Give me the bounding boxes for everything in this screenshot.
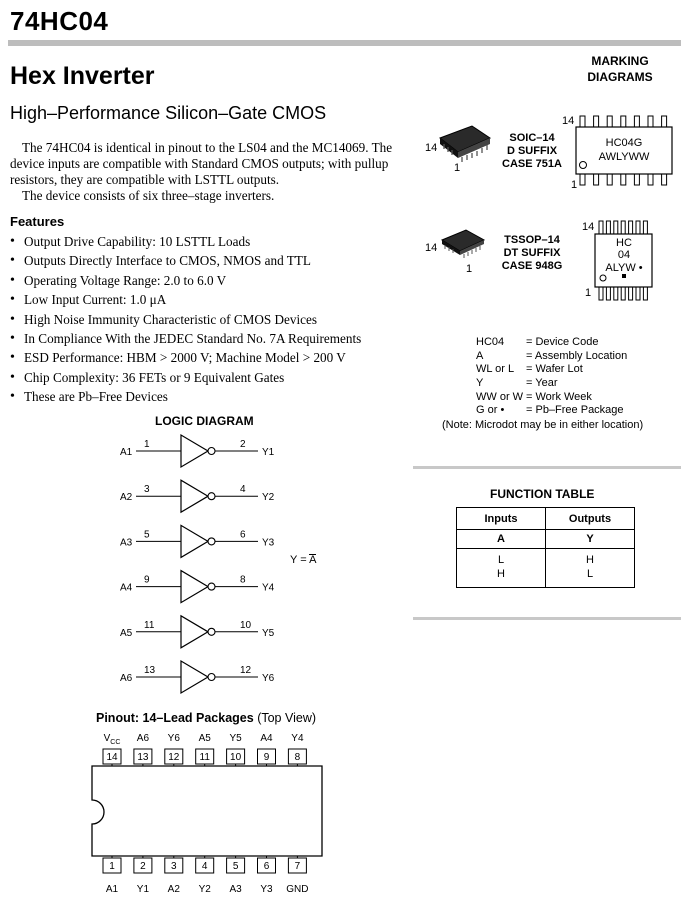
- package-pin: [621, 116, 626, 127]
- pin-label: A1: [105, 884, 119, 895]
- legend-key: A: [476, 349, 484, 362]
- package-pin: [606, 221, 610, 234]
- gate-output-pin: 8: [240, 574, 246, 586]
- pin-label: A5: [198, 733, 211, 744]
- gate-output-label: Y2: [262, 492, 275, 504]
- function-table-header: Outputs: [546, 508, 635, 530]
- pin-number: 3: [171, 861, 177, 872]
- package-pin: [594, 116, 599, 127]
- package-pin: [634, 174, 639, 185]
- package-pin: [580, 116, 585, 127]
- legend-key: WL or L: [476, 363, 515, 376]
- inverter-bubble: [208, 538, 215, 545]
- tssop-package-image: [422, 224, 502, 280]
- package-pin: [621, 174, 626, 185]
- function-table-cell: [457, 549, 546, 588]
- inverter-bubble: [208, 448, 215, 455]
- marking-legend: [476, 336, 627, 418]
- package-pin: [643, 221, 647, 234]
- gate-output-pin: 10: [240, 619, 252, 631]
- pin-label: Y5: [229, 733, 242, 744]
- legend-key: G or •: [476, 404, 505, 417]
- pin-number: 11: [199, 752, 210, 763]
- inverter-triangle: [181, 616, 208, 648]
- package-pin: [648, 116, 653, 127]
- gate-input-label: A1: [120, 447, 133, 458]
- gate-output-pin: 4: [240, 484, 246, 496]
- section-rule: [413, 466, 681, 469]
- function-table-value: L: [586, 568, 594, 580]
- pin-label-sub: CC: [110, 739, 121, 746]
- function-table-subheader: Y: [546, 530, 635, 549]
- marking-title-line: DIAGRAMS: [587, 70, 653, 84]
- pin-label: A3: [229, 884, 242, 895]
- marking-line: 04: [617, 249, 631, 261]
- legend-key: HC04: [476, 336, 505, 348]
- feature-item: • These are Pb–Free Devices: [10, 387, 405, 406]
- marking-pin-high: 14: [582, 221, 595, 233]
- gate-input-label: A2: [120, 492, 133, 504]
- inverter-gate: [120, 435, 275, 467]
- marking-line: ALYW •: [605, 262, 643, 274]
- soic-pin-low: 1: [454, 162, 461, 174]
- package-case: CASE 751A: [502, 158, 562, 170]
- legend-value: = Work Week: [526, 390, 592, 403]
- gate-output-label: Y1: [262, 447, 275, 458]
- tssop-marking-diagram: [580, 216, 660, 302]
- pin-number: 10: [230, 752, 242, 763]
- package-pin: [599, 287, 603, 300]
- pin-bottom: [286, 856, 308, 895]
- inverter-gate: [120, 480, 275, 512]
- inverter-bubble: [208, 493, 215, 500]
- description-paragraph: The 74HC04 is identical in pinout to the LS04 and the MC14069. The device inputs are compatible with Standard CMOS outputs; with pullup resistors, they are compatible with LSTTL outputs.: [10, 140, 393, 187]
- package-pin: [621, 287, 625, 300]
- function-table-header-row: [457, 508, 635, 530]
- function-table-cell: [546, 549, 635, 588]
- inverter-gate: [120, 661, 275, 693]
- logic-diagram-title: LOGIC DIAGRAM: [155, 414, 254, 428]
- gate-output-label: Y6: [262, 673, 275, 684]
- marking-note: (Note: Microdot may be in either location): [442, 419, 644, 431]
- legend-row: [476, 336, 627, 350]
- pin-top: [165, 733, 183, 766]
- pin-label: Y1: [136, 884, 150, 895]
- pin-number: 2: [140, 861, 146, 872]
- pin-label: Y2: [198, 884, 211, 895]
- gate-input-label: A5: [120, 627, 133, 639]
- marking-line: AWLYWW: [598, 151, 650, 163]
- package-pin: [636, 221, 640, 234]
- pinout-title-normal: (Top View): [257, 711, 317, 725]
- legend-row: [476, 391, 627, 405]
- pin-top: [196, 733, 214, 766]
- function-table-header: Inputs: [457, 508, 546, 530]
- feature-item: • Low Input Current: 1.0 μA: [10, 290, 405, 309]
- pin-number: 8: [294, 752, 301, 763]
- package-name: SOIC–14: [509, 132, 555, 144]
- function-table-subheader: A: [457, 530, 546, 549]
- pin-number: 1: [109, 861, 115, 872]
- feature-item: • Outputs Directly Interface to CMOS, NMOS and TTL: [10, 251, 405, 270]
- pin-label: Y6: [167, 733, 180, 744]
- page-title: Hex Inverter: [10, 62, 155, 90]
- marking-title-line: MARKING: [591, 54, 649, 68]
- pin-bottom: [196, 856, 214, 895]
- soic-marking-diagram: [558, 112, 676, 192]
- legend-value: = Device Code: [526, 336, 599, 348]
- pin-label: Y3: [260, 884, 273, 895]
- pin-bottom: [227, 856, 245, 895]
- description: [10, 140, 395, 204]
- soic-pin-high: 14: [425, 142, 438, 154]
- legend-value: = Assembly Location: [526, 349, 628, 362]
- function-table-subheader-row: [457, 530, 635, 549]
- inverter-bubble: [208, 583, 215, 590]
- package-pin: [634, 116, 639, 127]
- inverter-gate: [120, 571, 275, 603]
- function-table-value: H: [586, 554, 594, 566]
- legend-value: = Pb–Free Package: [526, 404, 624, 417]
- feature-item: • In Compliance With the JEDEC Standard No. 7A Requirements: [10, 329, 405, 348]
- legend-row: [476, 363, 627, 377]
- gate-input-label: A4: [120, 582, 133, 594]
- header-rule: [8, 40, 681, 46]
- package-name: TSSOP–14: [504, 234, 560, 246]
- inverter-triangle: [181, 480, 208, 512]
- package-pin: [629, 287, 633, 300]
- soic-package-image: [422, 118, 502, 178]
- inverter-triangle: [181, 525, 208, 557]
- description-paragraph: The device consists of six three–stage inverters.: [22, 188, 275, 203]
- function-table-body: [457, 549, 635, 588]
- legend-key: Y: [476, 377, 484, 390]
- pin-number: 12: [168, 752, 180, 763]
- gate-output-label: Y5: [262, 627, 275, 639]
- package-case: CASE 948G: [501, 260, 563, 272]
- pin-top: [227, 733, 245, 766]
- section-rule: [413, 617, 681, 620]
- logic-equation-text: Y = A: [290, 554, 317, 566]
- package-pin: [629, 221, 633, 234]
- tssop-pin-high: 14: [425, 242, 438, 254]
- package-pin: [614, 221, 618, 234]
- gate-output-label: Y4: [262, 582, 275, 594]
- pin-top: [134, 733, 152, 766]
- pinout-title: [96, 711, 316, 725]
- pin-bottom: [103, 856, 121, 895]
- gate-input-pin: 3: [144, 484, 150, 496]
- feature-item: • Operating Voltage Range: 2.0 to 6.0 V: [10, 271, 405, 290]
- inverter-bubble: [208, 628, 215, 635]
- inverter-gate: [120, 616, 275, 648]
- pin-label-main: V: [103, 733, 111, 744]
- inverter-bubble: [208, 674, 215, 681]
- legend-row: [476, 377, 627, 391]
- pinout-title-bold: Pinout: 14–Lead Packages: [96, 711, 254, 725]
- feature-item: • Output Drive Capability: 10 LSTTL Loads: [10, 232, 405, 251]
- inverter-triangle: [181, 435, 208, 467]
- package-pin: [662, 174, 667, 185]
- marking-pin-low: 1: [585, 287, 592, 299]
- feature-item: • Chip Complexity: 36 FETs or 9 Equivalent Gates: [10, 368, 405, 387]
- gate-input-pin: 13: [144, 665, 156, 676]
- pin-top: [103, 733, 121, 766]
- feature-item: • High Noise Immunity Characteristic of CMOS Devices: [10, 310, 405, 329]
- inverter-triangle: [181, 661, 208, 693]
- logic-equation-overbar: [309, 554, 316, 555]
- gate-input-pin: 1: [144, 439, 150, 450]
- pin-label: A4: [260, 733, 273, 744]
- marking-title: [570, 53, 670, 85]
- gate-input-pin: 9: [144, 574, 150, 586]
- legend-key: WW or W: [476, 390, 524, 403]
- gate-input-label: A3: [120, 537, 133, 549]
- pin-number: 13: [137, 752, 149, 763]
- function-table-title: FUNCTION TABLE: [490, 487, 595, 501]
- pinout-diagram: [80, 728, 340, 900]
- package-suffix: D SUFFIX: [506, 145, 558, 157]
- package-pin: [621, 221, 625, 234]
- feature-item: • ESD Performance: HBM > 2000 V; Machine Model > 200 V: [10, 348, 405, 367]
- pin-label: GND: [286, 884, 309, 895]
- features-heading: Features: [10, 214, 65, 229]
- package-pin: [662, 116, 667, 127]
- function-table: [456, 507, 635, 588]
- legend-row: [476, 350, 627, 364]
- ic-package-body: [92, 766, 322, 856]
- pin-number: 9: [263, 752, 270, 763]
- pin-bottom: [165, 856, 183, 895]
- pin-number: 4: [201, 861, 208, 872]
- gate-output-label: Y3: [262, 537, 275, 549]
- page-subtitle: High–Performance Silicon–Gate CMOS: [10, 103, 327, 123]
- pin-number: 7: [294, 861, 301, 872]
- tssop-label: [492, 234, 572, 273]
- inverter-triangle: [181, 571, 208, 603]
- marking-line: HC: [616, 237, 632, 249]
- gate-input-pin: 11: [144, 619, 155, 631]
- pin-top: [258, 733, 276, 766]
- gate-output-pin: 2: [240, 439, 246, 450]
- marking-pin-low: 1: [571, 179, 578, 191]
- legend-value: = Year: [526, 377, 558, 390]
- gate-input-label: A6: [120, 673, 133, 684]
- function-table-value: H: [497, 568, 505, 580]
- marking-line: HC04G: [605, 137, 643, 149]
- package-suffix: DT SUFFIX: [503, 247, 561, 259]
- package-pin: [636, 287, 640, 300]
- package-pin: [614, 287, 618, 300]
- pin-bottom: [258, 856, 276, 895]
- package-pin: [607, 116, 612, 127]
- package-pin: [648, 174, 653, 185]
- pin-top: [288, 733, 306, 766]
- gate-output-pin: 12: [240, 665, 252, 676]
- logic-equation: [290, 554, 316, 566]
- pin-label: A6: [136, 733, 150, 744]
- features-list: [10, 232, 405, 407]
- pin-number: 5: [232, 861, 239, 872]
- pin-label: A2: [167, 884, 180, 895]
- pin-number: 6: [263, 861, 270, 872]
- package-pin: [607, 174, 612, 185]
- pin-label: Y4: [291, 733, 304, 744]
- gate-output-pin: 6: [240, 529, 246, 541]
- package-pin: [599, 221, 603, 234]
- package-pin: [580, 174, 585, 185]
- legend-row: [476, 404, 627, 418]
- tssop-pin-low: 1: [466, 263, 473, 275]
- function-table-value: L: [497, 554, 505, 566]
- gate-input-pin: 5: [144, 529, 150, 541]
- pin-number: 14: [106, 752, 118, 763]
- inverter-gate: [120, 525, 275, 557]
- marking-pin-high: 14: [562, 115, 575, 127]
- package-pin: [643, 287, 647, 300]
- legend-value: = Wafer Lot: [526, 363, 583, 376]
- package-pin: [594, 174, 599, 185]
- part-number: 74HC04: [10, 6, 109, 36]
- pin-bottom: [134, 856, 152, 895]
- pin-label: [104, 733, 121, 746]
- package-pin: [606, 287, 610, 300]
